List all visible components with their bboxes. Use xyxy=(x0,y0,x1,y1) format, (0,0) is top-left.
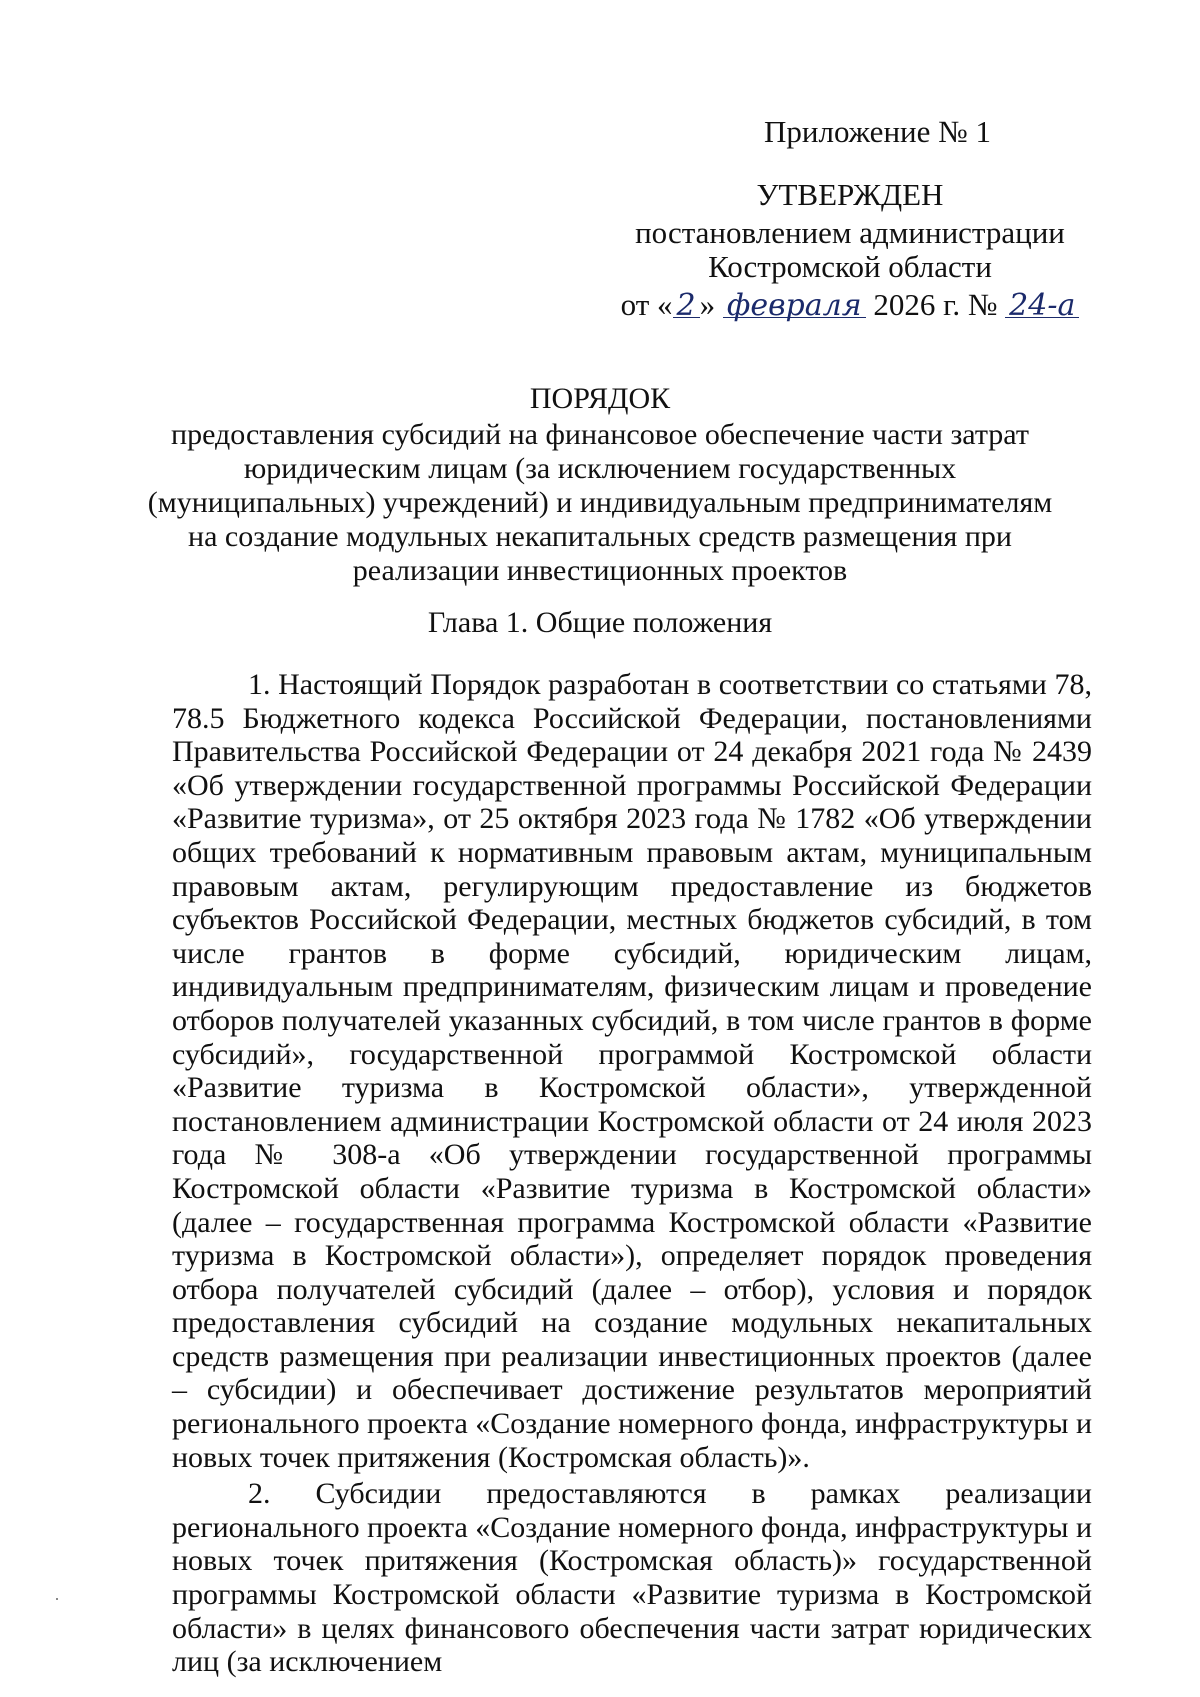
document-subtitle: предоставления субсидий на финансовое обеспечение части затрат юридическим лицам (за исключением государственных (муниципальных) учреждений) и индивидуальным предпринимателям на создание модульных некапитальных средств размещения при реализации инвестиционных проектов xyxy=(147,418,1053,587)
approved-by-line-2: Костромской области xyxy=(708,249,992,284)
scan-speck xyxy=(56,1598,58,1600)
date-prefix: от « xyxy=(620,287,673,322)
decree-date-line xyxy=(620,288,1080,323)
date-year: 2026 г. № xyxy=(873,287,998,322)
handwritten-doc-number: 24-а xyxy=(1005,289,1079,323)
document-title-block xyxy=(140,382,1060,588)
approval-block xyxy=(620,178,1080,323)
document-body xyxy=(172,668,1092,1679)
document-title: ПОРЯДОК xyxy=(529,382,671,415)
date-mid: » xyxy=(699,287,716,322)
paragraph-1: 1. Настоящий Порядок разработан в соответствии со статьями 78, 78.5 Бюджетного кодекса Российской Федерации, постановлениями Правительства Российской Федерации от 24 декабря 2021 года № 2439 «Об утверждении государственной программы Российской Федерации «Развитие туризма», от 25 октября 2023 года № 1782 «Об утверждении общих требований к нормативным правовым актам, муниципальным правовым актам, регулирующим предоставление из бюджетов субъектов Российской Федерации, местных бюджетов субсидий, в том числе грантов в форме субсидий, юридическим лицам, индивидуальным предпринимателям, физическим лицам и проведение отборов получателей указанных субсидий, в том числе грантов в форме субсидий», государственной программой Костромской области «Развитие туризма в Костромской области», утвержденной постановлением администрации Костромской области от 24 июля 2023 года № 308-а «Об утверждении государственной программы Костромской области «Развитие туризма в Костромской области» (далее – государственная программа Костромской области «Развитие туризма в Костромской области»), определяет порядок проведения отбора получателей субсидий (далее – отбор), условия и порядок предоставления субсидий на создание модульных некапитальных средств размещения при реализации инвестиционных проектов (далее – субсидии) и обеспечивает достижение результатов мероприятий регионального проекта «Создание номерного фонда, инфраструктуры и новых точек притяжения (Костромская область)». xyxy=(172,668,1092,1474)
handwritten-day: 2 xyxy=(673,289,700,323)
appendix-label: Приложение № 1 xyxy=(764,114,991,149)
approved-stamp-text: УТВЕРЖДЕН xyxy=(756,177,944,212)
approved-by-line-1: постановлением администрации xyxy=(635,215,1065,250)
chapter-heading: Глава 1. Общие положения xyxy=(427,606,773,639)
paragraph-2: 2. Субсидии предоставляются в рамках реализации регионального проекта «Создание номерного фонда, инфраструктуры и новых точек притяжения (Костромская область)» государственной программы Костромской области «Развитие туризма в Костромской области» в целях финансового обеспечения части затрат юридических лиц (за исключением xyxy=(172,1477,1092,1679)
handwritten-month: февраля xyxy=(723,289,866,323)
